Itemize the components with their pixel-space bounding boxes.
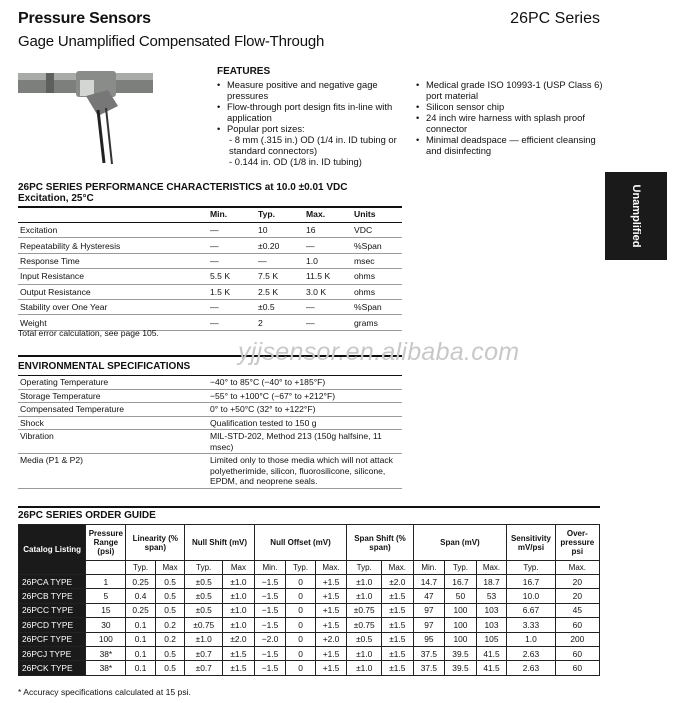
table-cell: ±1.0 — [347, 661, 382, 675]
table-cell: 103 — [476, 618, 507, 632]
table-cell: ±1.0 — [223, 603, 255, 617]
table-cell: 0.25 — [126, 575, 155, 589]
table-cell: 2.63 — [507, 661, 555, 675]
table-cell: 10.0 — [507, 589, 555, 603]
environmental-heading: ENVIRONMENTAL SPECIFICATIONS — [18, 361, 191, 372]
table-cell: −2.0 — [254, 632, 286, 646]
table-cell: +1.5 — [315, 618, 347, 632]
row-label: Media (P1 & P2) — [18, 454, 208, 489]
subheader-min: Min. — [254, 561, 286, 575]
table-cell: ±0.75 — [185, 618, 223, 632]
table-cell: ±1.5 — [382, 646, 414, 660]
table-cell: ±1.5 — [382, 661, 414, 675]
table-cell: %Span — [352, 238, 402, 253]
divider — [18, 506, 600, 508]
table-cell: 97 — [413, 603, 445, 617]
table-cell: 100 — [86, 632, 126, 646]
table-cell: 1.0 — [507, 632, 555, 646]
table-cell: 15 — [86, 603, 126, 617]
performance-heading-line1: 26PC SERIES PERFORMANCE CHARACTERISTICS at 10.0 ±0.01 VDC — [18, 182, 348, 193]
side-tab — [605, 172, 667, 260]
table-cell: 45 — [555, 603, 599, 617]
table-cell: +1.5 — [315, 589, 347, 603]
table-cell: 0.1 — [126, 618, 155, 632]
feature-item: - 8 mm (.315 in.) OD (1/4 in. ID tubing or standard connectors) — [229, 134, 397, 156]
table-cell: 0 — [286, 661, 315, 675]
table-cell: 0° to +50°C (32° to +122°F) — [208, 403, 402, 417]
table-cell: 5.5 K — [208, 269, 256, 284]
table-row — [19, 589, 600, 603]
table-cell: — — [208, 223, 256, 238]
feature-item: • Silicon sensor chip — [416, 101, 603, 112]
table-cell: −1.5 — [254, 646, 286, 660]
row-label: Storage Temperature — [18, 389, 208, 403]
table-cell: 7.5 K — [256, 269, 304, 284]
table-cell: 60 — [555, 661, 599, 675]
table-row — [19, 661, 600, 675]
catalog-listing: 26PCK TYPE — [19, 661, 86, 675]
table-cell: 0 — [286, 603, 315, 617]
subheader-max: Max. — [555, 561, 599, 575]
table-cell: ±1.5 — [382, 632, 414, 646]
subheader-typ: Typ. — [185, 561, 223, 575]
table-cell: 100 — [445, 603, 477, 617]
table-cell: −40° to 85°C (−40° to +185°F) — [208, 376, 402, 390]
table-cell: 6.67 — [507, 603, 555, 617]
table-cell: +1.5 — [315, 575, 347, 589]
feature-item: • Popular port sizes: — [217, 123, 404, 134]
header-span: Span (mV) — [413, 525, 507, 561]
performance-heading-line2: Excitation, 25°C — [18, 193, 94, 204]
table-cell: 2.63 — [507, 646, 555, 660]
table-cell: 3.33 — [507, 618, 555, 632]
table-cell: 60 — [555, 618, 599, 632]
table-row — [18, 269, 402, 284]
table-cell: ±0.5 — [185, 603, 223, 617]
table-cell: msec — [352, 253, 402, 268]
table-cell: 11.5 K — [304, 269, 352, 284]
table-cell: +1.5 — [315, 603, 347, 617]
table-row — [18, 223, 402, 238]
table-cell: 0.5 — [155, 603, 184, 617]
table-cell: 37.5 — [413, 646, 445, 660]
table-cell: 16 — [304, 223, 352, 238]
table-cell: ±1.5 — [382, 618, 414, 632]
table-cell: 38* — [86, 661, 126, 675]
table-cell: ±0.5 — [347, 632, 382, 646]
table-cell: ±0.5 — [185, 589, 223, 603]
table-cell: — — [208, 253, 256, 268]
catalog-listing: 26PCC TYPE — [19, 603, 86, 617]
catalog-listing: 26PCB TYPE — [19, 589, 86, 603]
table-cell: 100 — [445, 632, 477, 646]
table-cell: 37.5 — [413, 661, 445, 675]
row-label: Repeatability & Hysteresis — [18, 238, 208, 253]
table-cell: ±2.0 — [382, 575, 414, 589]
row-label: Output Resistance — [18, 284, 208, 299]
table-cell: ±1.0 — [223, 618, 255, 632]
header-span-shift: Span Shift (% span) — [347, 525, 413, 561]
subheader-max: Max. — [382, 561, 414, 575]
table-cell: — — [304, 315, 352, 330]
table-cell: 20 — [555, 575, 599, 589]
table-cell: — — [208, 315, 256, 330]
catalog-listing: 26PCJ TYPE — [19, 646, 86, 660]
table-cell: +1.5 — [315, 646, 347, 660]
table-row — [19, 618, 600, 632]
table-cell: 60 — [555, 646, 599, 660]
table-cell: ±1.5 — [382, 603, 414, 617]
row-label: Input Resistance — [18, 269, 208, 284]
table-cell: ±2.0 — [223, 632, 255, 646]
subheader-typ: Typ. — [286, 561, 315, 575]
catalog-listing: 26PCF TYPE — [19, 632, 86, 646]
row-label: Response Time — [18, 253, 208, 268]
table-cell: 41.5 — [476, 661, 507, 675]
table-cell: 0.5 — [155, 661, 184, 675]
table-cell: 41.5 — [476, 646, 507, 660]
table-cell: 39.5 — [445, 661, 477, 675]
table-cell: 0.5 — [155, 575, 184, 589]
table-cell: — — [304, 299, 352, 314]
table-row — [18, 253, 402, 268]
page-subtitle: Gage Unamplified Compensated Flow-Through — [18, 33, 325, 50]
feature-item: • Flow-through port design fits in-line with application — [217, 101, 404, 123]
perf-col-header: Min. — [208, 208, 256, 223]
perf-col-header: Units — [352, 208, 402, 223]
table-cell: −1.5 — [254, 618, 286, 632]
table-cell: ±1.5 — [223, 646, 255, 660]
table-row — [18, 430, 402, 454]
table-cell: 0.2 — [155, 618, 184, 632]
header-null-offset: Null Offset (mV) — [254, 525, 347, 561]
table-cell: ±1.0 — [347, 575, 382, 589]
table-row — [18, 416, 402, 430]
header-pressure: Pressure Range (psi) — [86, 525, 126, 561]
table-cell: 3.0 K — [304, 284, 352, 299]
table-cell: 97 — [413, 618, 445, 632]
table-cell: 30 — [86, 618, 126, 632]
table-cell: −1.5 — [254, 575, 286, 589]
header-overpressure: Over-pressure psi — [555, 525, 599, 561]
table-cell: 0.4 — [126, 589, 155, 603]
row-label: Stability over One Year — [18, 299, 208, 314]
table-cell: 0 — [286, 589, 315, 603]
feature-item: • 24 inch wire harness with splash proof connector — [416, 112, 603, 134]
header-catalog: Catalog Listing — [19, 525, 86, 575]
table-cell: +1.5 — [315, 661, 347, 675]
table-cell: 10 — [256, 223, 304, 238]
table-cell: 0 — [286, 646, 315, 660]
table-cell: — — [208, 299, 256, 314]
table-cell: 105 — [476, 632, 507, 646]
table-cell: Qualification tested to 150 g — [208, 416, 402, 430]
perf-col-header — [18, 208, 208, 223]
row-label: Operating Temperature — [18, 376, 208, 390]
table-cell: 0 — [286, 575, 315, 589]
features-left — [217, 79, 404, 167]
table-cell: ±0.7 — [185, 646, 223, 660]
table-cell: ±0.5 — [185, 575, 223, 589]
subheader-typ: Typ. — [347, 561, 382, 575]
table-cell: 0.1 — [126, 661, 155, 675]
header-null-shift: Null Shift (mV) — [185, 525, 254, 561]
table-cell: −1.5 — [254, 589, 286, 603]
catalog-listing: 26PCA TYPE — [19, 575, 86, 589]
feature-item: • Medical grade ISO 10993-1 (USP Class 6) port material — [416, 79, 603, 101]
table-cell: −1.5 — [254, 603, 286, 617]
table-cell: 0.2 — [155, 632, 184, 646]
table-cell: 0.5 — [155, 589, 184, 603]
subheader-typ: Typ. — [445, 561, 477, 575]
table-cell: 103 — [476, 603, 507, 617]
table-cell: 0.5 — [155, 646, 184, 660]
row-label: Compensated Temperature — [18, 403, 208, 417]
table-cell: 0 — [286, 618, 315, 632]
watermark: yjjsensor.en.alibaba.com — [238, 338, 520, 366]
table-row — [19, 575, 600, 589]
subheader-max: Max. — [476, 561, 507, 575]
table-cell: 20 — [555, 589, 599, 603]
table-cell: MIL-STD-202, Method 213 (150g halfsine, 11 msec) — [208, 430, 402, 454]
table-row — [19, 646, 600, 660]
performance-heading — [18, 182, 347, 204]
table-row — [18, 284, 402, 299]
table-row — [18, 299, 402, 314]
table-row — [18, 238, 402, 253]
subheader-typ: Typ. — [126, 561, 155, 575]
table-cell: 95 — [413, 632, 445, 646]
table-cell: grams — [352, 315, 402, 330]
header-linearity: Linearity (% span) — [126, 525, 185, 561]
table-cell: ±0.7 — [185, 661, 223, 675]
row-label: Shock — [18, 416, 208, 430]
row-label: Excitation — [18, 223, 208, 238]
feature-item: - 0.144 in. OD (1/8 in. ID tubing) — [229, 156, 362, 167]
table-row — [18, 376, 402, 390]
table-cell: ohms — [352, 269, 402, 284]
table-cell: 1.5 K — [208, 284, 256, 299]
order-guide-table — [18, 524, 600, 676]
table-cell: 18.7 — [476, 575, 507, 589]
order-guide-footnote: * Accuracy specifications calculated at 15 psi. — [18, 687, 191, 697]
table-row — [18, 389, 402, 403]
environmental-table — [18, 375, 402, 489]
table-cell: VDC — [352, 223, 402, 238]
performance-table — [18, 208, 402, 331]
header-sensitivity: Sensitivity mV/psi — [507, 525, 555, 561]
table-cell: ±0.20 — [256, 238, 304, 253]
table-cell: 0.25 — [126, 603, 155, 617]
row-label: Weight — [18, 315, 208, 330]
catalog-listing: 26PCD TYPE — [19, 618, 86, 632]
table-cell: ±0.75 — [347, 603, 382, 617]
table-cell: %Span — [352, 299, 402, 314]
subheader-max: Max. — [315, 561, 347, 575]
table-cell: ±1.0 — [347, 646, 382, 660]
subheader-max: Max — [223, 561, 255, 575]
perf-col-header: Typ. — [256, 208, 304, 223]
table-cell: — — [304, 238, 352, 253]
table-cell: ±0.5 — [256, 299, 304, 314]
table-cell: ±1.0 — [223, 589, 255, 603]
table-row — [19, 603, 600, 617]
table-row — [18, 454, 402, 489]
table-cell: — — [256, 253, 304, 268]
table-cell: −1.5 — [254, 661, 286, 675]
row-label: Vibration — [18, 430, 208, 454]
subheader-blank — [86, 561, 126, 575]
sensor-product-image — [16, 68, 156, 168]
table-cell: 1.0 — [304, 253, 352, 268]
page-title: Pressure Sensors — [18, 10, 151, 27]
table-row — [19, 632, 600, 646]
perf-col-header: Max. — [304, 208, 352, 223]
subheader-typ: Typ. — [507, 561, 555, 575]
features-right — [416, 79, 603, 156]
series-label: 26PC Series — [510, 10, 600, 27]
table-cell: 47 — [413, 589, 445, 603]
table-row — [18, 403, 402, 417]
subheader-max: Max — [155, 561, 184, 575]
subheader-min: Min. — [413, 561, 445, 575]
table-cell: 53 — [476, 589, 507, 603]
table-cell: ±1.0 — [223, 575, 255, 589]
table-cell: ±1.0 — [347, 589, 382, 603]
performance-note: Total error calculation, see page 105. — [18, 328, 159, 338]
table-cell: ±1.5 — [223, 661, 255, 675]
table-cell: 0 — [286, 632, 315, 646]
feature-item: • Minimal deadspace — efficient cleansing and disinfecting — [416, 134, 603, 156]
table-cell: 38* — [86, 646, 126, 660]
table-cell: ±1.0 — [185, 632, 223, 646]
table-cell: 16.7 — [507, 575, 555, 589]
table-cell: 14.7 — [413, 575, 445, 589]
table-cell: 100 — [445, 618, 477, 632]
table-cell: −55° to +100°C (−67° to +212°F) — [208, 389, 402, 403]
side-tab-label: Unamplified — [630, 184, 642, 248]
order-guide-heading: 26PC SERIES ORDER GUIDE — [18, 510, 156, 521]
feature-item: • Measure positive and negative gage pressures — [217, 79, 404, 101]
table-cell: 39.5 — [445, 646, 477, 660]
table-cell: 16.7 — [445, 575, 477, 589]
table-cell: 0.1 — [126, 632, 155, 646]
table-cell: 1 — [86, 575, 126, 589]
table-cell: ohms — [352, 284, 402, 299]
table-cell: Limited only to those media which will not attack polyetherimide, silicon, fluorosilicone, silicone, EPDM, and neoprene seals. — [208, 454, 402, 489]
table-cell: ±0.75 — [347, 618, 382, 632]
features-heading: FEATURES — [217, 66, 271, 77]
table-cell: 5 — [86, 589, 126, 603]
table-cell: ±1.5 — [382, 589, 414, 603]
table-cell: +2.0 — [315, 632, 347, 646]
table-cell: 2 — [256, 315, 304, 330]
table-cell: 50 — [445, 589, 477, 603]
table-cell: — — [208, 238, 256, 253]
table-cell: 200 — [555, 632, 599, 646]
table-cell: 2.5 K — [256, 284, 304, 299]
table-cell: 0.1 — [126, 646, 155, 660]
